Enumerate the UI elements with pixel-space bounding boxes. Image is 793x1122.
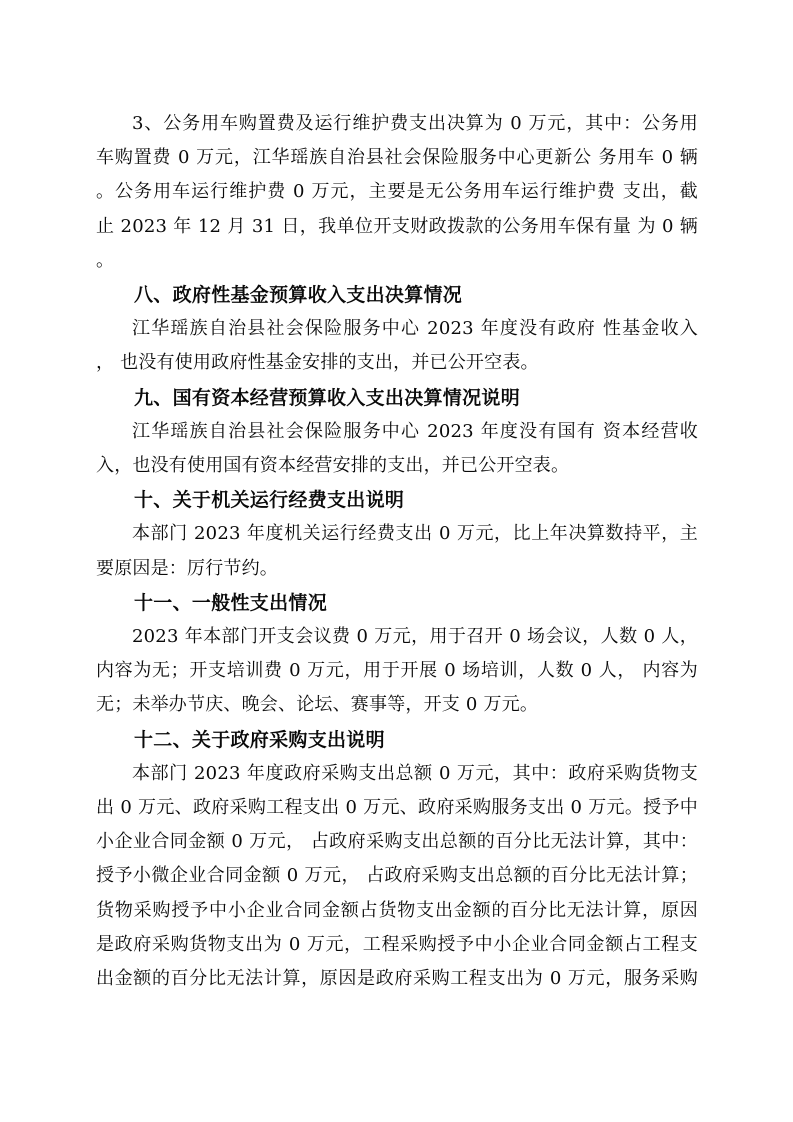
section-heading-10: 十、关于机关运行经费支出说明	[134, 489, 405, 512]
paragraph-line: 2023 年本部门开支会议费 0 万元，用于召开 0 场会议，人数 0 人，	[132, 626, 698, 648]
paragraph-line: 本部门 2023 年度机关运行经费支出 0 万元，比上年决算数持平，主	[132, 523, 698, 545]
paragraph-line: 江华瑶族自治县社会保险服务中心 2023 年度没有政府 性基金收入	[132, 318, 698, 340]
paragraph-line: 本部门 2023 年度政府采购支出总额 0 万元，其中：政府采购货物支	[132, 762, 698, 784]
section-heading-12: 十二、关于政府采购支出说明	[134, 728, 385, 751]
paragraph-line: ， 也没有使用政府性基金安排的支出，并已公开空表。	[96, 352, 539, 374]
paragraph-line: 内容为无；开支培训费 0 万元，用于开展 0 场培训，人数 0 人， 内容为	[96, 660, 698, 682]
paragraph-line: 小企业合同金额 0 万元， 占政府采购支出总额的百分比无法计算，其中：	[96, 831, 698, 853]
paragraph-line: 。	[96, 249, 115, 271]
section-heading-8: 八、政府性基金预算收入支出决算情况	[134, 284, 463, 307]
paragraph-line: 入，也没有使用国有资本经营安排的支出，并已公开空表。	[96, 455, 570, 477]
paragraph-line: 货物采购授予中小企业合同金额占货物支出金额的百分比无法计算，原因	[96, 899, 698, 921]
paragraph-line: 授予小微企业合同金额 0 万元， 占政府采购支出总额的百分比无法计算；	[96, 865, 698, 887]
paragraph-line: 。公务用车运行维护费 0 万元，主要是无公务用车运行维护费 支出，截	[96, 181, 698, 203]
paragraph-line: 3、公务用车购置费及运行维护费支出决算为 0 万元，其中：公务用	[132, 113, 698, 134]
paragraph-line: 江华瑶族自治县社会保险服务中心 2023 年度没有国有 资本经营收	[132, 420, 698, 442]
document-text-block	[96, 107, 698, 996]
section-heading-11: 十一、一般性支出情况	[134, 591, 328, 614]
paragraph-line: 是政府采购货物支出为 0 万元，工程采购授予中小企业合同金额占工程支	[96, 933, 698, 955]
paragraph-line: 无；未举办节庆、晚会、论坛、赛事等，开支 0 万元。	[96, 694, 539, 716]
paragraph-line: 出金额的百分比无法计算，原因是政府采购工程支出为 0 万元，服务采购	[96, 968, 698, 990]
paragraph-line: 车购置费 0 万元，江华瑶族自治县社会保险服务中心更新公 务用车 0 辆	[96, 147, 698, 169]
paragraph-line: 出 0 万元、政府采购工程支出 0 万元、政府采购服务支出 0 万元。授予中	[96, 797, 698, 819]
paragraph-line: 要原因是：厉行节约。	[96, 557, 278, 579]
section-heading-9: 九、国有资本经营预算收入支出决算情况说明	[134, 386, 521, 409]
paragraph-line: 止 2023 年 12 月 31 日，我单位开支财政拨款的公务用车保有量 为 0 辆	[96, 215, 698, 237]
